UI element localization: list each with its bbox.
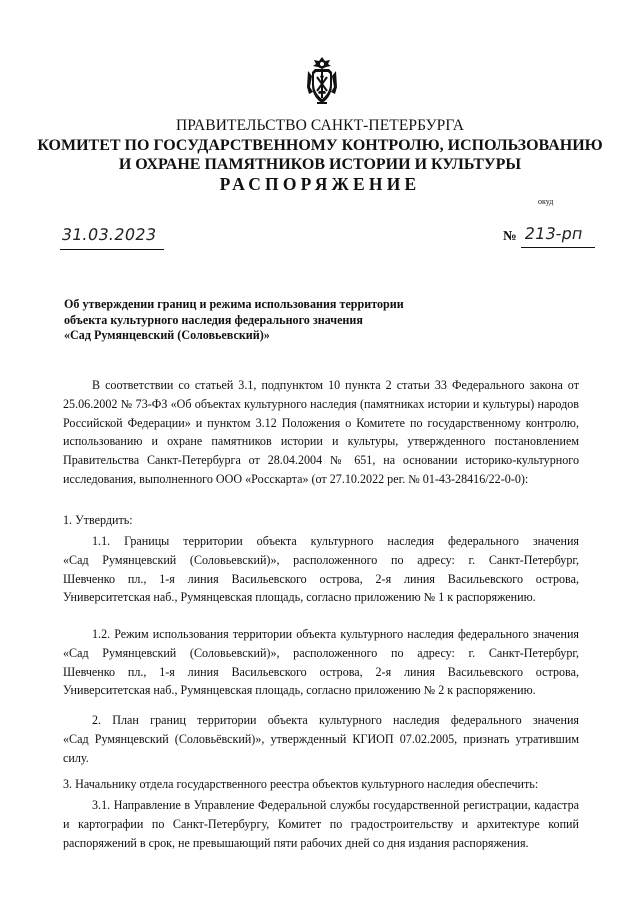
- subject-line: «Сад Румянцевский (Соловьевский)»: [64, 328, 270, 343]
- saint-petersburg-coat-of-arms-icon: [304, 56, 340, 106]
- paragraph-line: 3. Начальнику отдела государственного реестра объектов культурного наследия обеспечить:: [63, 777, 539, 791]
- paragraph-line: «Сад Румянцевский (Соловьевский)», расположенного по адресу: г. Санкт-Петербург,: [63, 645, 579, 660]
- paragraph-line: 1.2. Режим использования территории объекта культурного наследия федерального значения: [92, 627, 579, 641]
- government-name: ПРАВИТЕЛЬСТВО САНКТ-ПЕТЕРБУРГА: [175, 117, 465, 134]
- paragraph-line: Университетская наб., Румянцевская площадь, согласно приложению № 1 к распоряжению.: [63, 590, 536, 605]
- committee-name-line-1: КОМИТЕТ ПО ГОСУДАРСТВЕННОМУ КОНТРОЛЮ, ИСПОЛЬЗОВАНИЮ: [37, 137, 603, 154]
- document-number-prefix: №: [503, 228, 517, 243]
- paragraph-line: 3.1. Направление в Управление Федеральной службы государственной регистрации, кадастра: [92, 798, 579, 812]
- committee-name-line-2: И ОХРАНЕ ПАМЯТНИКОВ ИСТОРИИ И КУЛЬТУРЫ: [118, 156, 522, 173]
- paragraph-line: 1. Утвердить:: [63, 513, 133, 527]
- paragraph-line: исследования, выполненного ООО «Росскарта» (от 27.10.2022 рег. № 01-43-28416/22-0-0):: [63, 471, 529, 486]
- paragraph-line: Российской Федерации» и пунктом 3.12 Положения о Комитете по государственному контролю,: [63, 415, 579, 430]
- point-1-1-paragraph: [63, 532, 579, 607]
- document-subject: [64, 297, 444, 344]
- document-type-title: РАСПОРЯЖЕНИЕ: [219, 174, 421, 194]
- document-number: 213-рп: [523, 224, 585, 243]
- point-2-paragraph: [63, 711, 579, 767]
- subject-line: Об утверждении границ и режима использования территории: [64, 297, 404, 311]
- paragraph-line: и картографии по Санкт-Петербургу, Комитет по градостроительству и архитектуре копий: [63, 816, 579, 831]
- paragraph-line: Шевченко пл., 1-я линия Васильевского острова, 2-я линия Васильевского острова,: [63, 571, 579, 586]
- paragraph-line: 25.06.2002 № 73-ФЗ «Об объектах культурного наследия (памятниках истории и культуры) народов: [63, 396, 579, 411]
- document-number-field: [503, 224, 595, 249]
- paragraph-line: Университетская наб., Румянцевская площадь, согласно приложению № 2 к распоряжению.: [63, 683, 536, 698]
- okud-label: окуд: [538, 197, 554, 206]
- point-1-2-paragraph: [63, 625, 579, 700]
- paragraph-line: Правительства Санкт-Петербурга от 28.04.2004 № 651, на основании историко-культурного: [63, 453, 579, 468]
- document-number-underline: [521, 247, 595, 248]
- point-3-1-paragraph: [63, 796, 579, 852]
- paragraph-line: Шевченко пл., 1-я линия Васильевского острова, 2-я линия Васильевского острова,: [63, 664, 579, 679]
- paragraph-line: «Сад Румянцевский (Соловьёвский)», утвержденный КГИОП 07.02.2005, признать утратившим: [63, 731, 579, 746]
- paragraph-line: силу.: [63, 750, 89, 765]
- point-3-paragraph: [63, 775, 579, 794]
- paragraph-line: распоряжений в срок, не превышающий пяти рабочих дней со дня издания распоряжения.: [63, 835, 529, 850]
- document-date: 31.03.2023: [60, 225, 158, 244]
- paragraph-line: В соответствии со статьей 3.1, подпунктом 10 пункта 2 статьи 33 Федерального закона от: [92, 378, 579, 392]
- paragraph-line: «Сад Румянцевский (Соловьевский)», расположенного по адресу: г. Санкт-Петербург,: [63, 552, 579, 567]
- document-date-field: [60, 225, 164, 250]
- point-1-paragraph: [63, 511, 579, 530]
- intro-paragraph: [63, 376, 579, 489]
- paragraph-line: 2. План границ территории объекта культурного наследия федерального значения: [92, 713, 579, 727]
- paragraph-line: использованию и охране памятников истории и культуры, утвержденного постановлением: [63, 434, 579, 449]
- subject-line: объекта культурного наследия федерального значения: [64, 312, 363, 327]
- paragraph-line: 1.1. Границы территории объекта культурного наследия федерального значения: [92, 534, 579, 548]
